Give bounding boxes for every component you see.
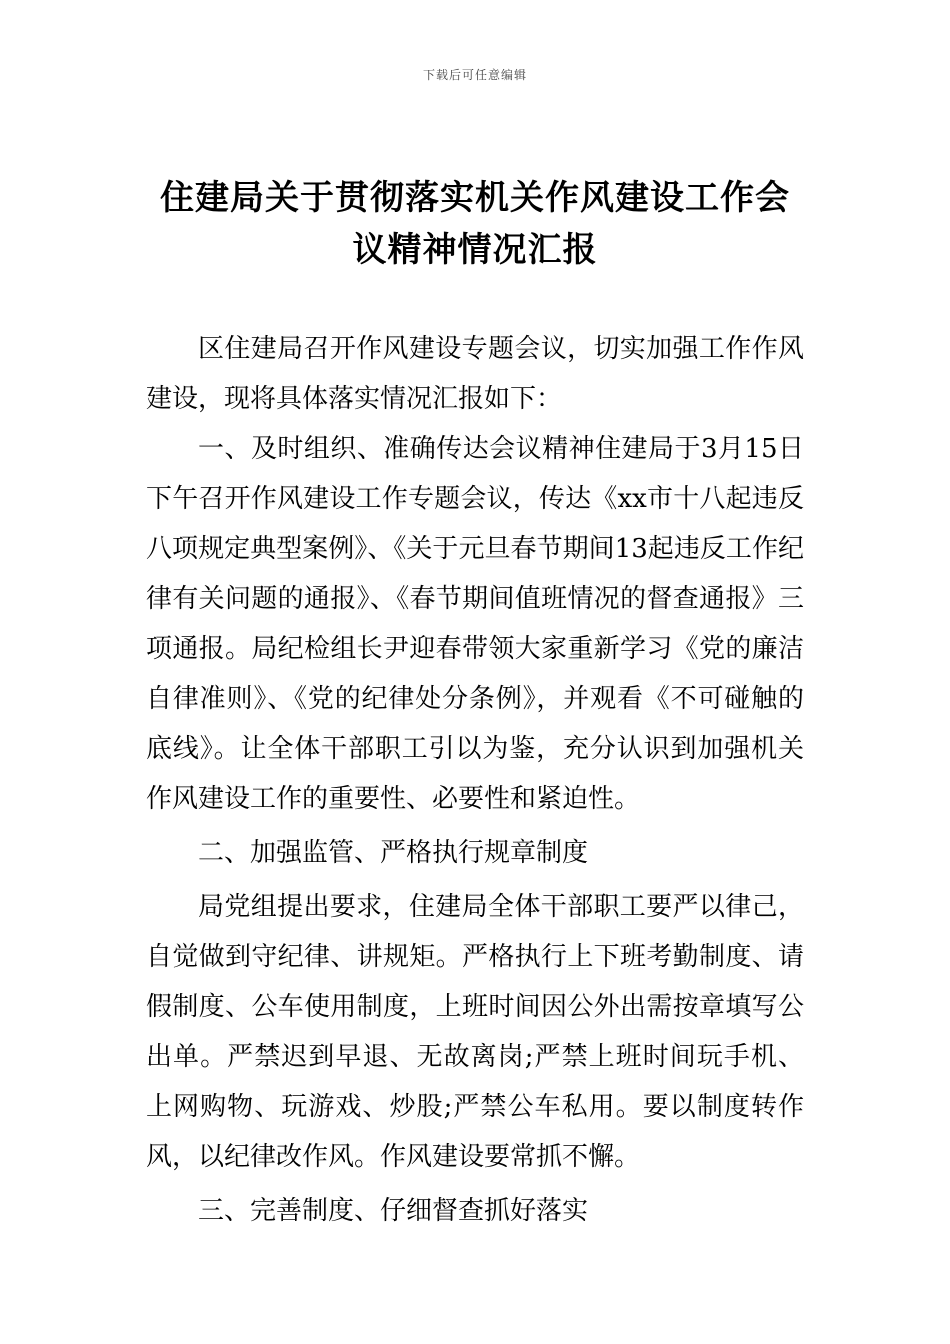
- document-title: [148, 172, 802, 276]
- section-three-heading: 三、完善制度、仔细督查抓好落实: [198, 1196, 589, 1226]
- section-two-heading: 二、加强监管、严格执行规章制度: [198, 838, 589, 868]
- section-one-paragraph: 一、及时组织、准确传达会议精神住建局于3月15日下午召开作风建设工作专题会议，传达《xx市十八起违反八项规定典型案例》、《关于元旦春节期间13起违反工作纪律有关问题的通报》、《春节期间值班情况的督查通报》三项通报。局纪检组长尹迎春带领大家重新学习《党的廉洁自律准则》、《党的纪律处分条例》，并观看《不可碰触的底线》。让全体干部职工引以为鉴，充分认识到加强机关作风建设工作的重要性、必要性和紧迫性。: [146, 434, 804, 814]
- section-two-paragraph: 局党组提出要求，住建局全体干部职工要严以律己，自觉做到守纪律、讲规矩。严格执行上下班考勤制度、请假制度、公车使用制度，上班时间因公外出需按章填写公出单。严禁迟到早退、无故离岗;严禁上班时间玩手机、上网购物、玩游戏、炒股;严禁公车私用。要以制度转作风，以纪律改作风。作风建设要常抓不懈。: [146, 892, 804, 1172]
- title-line-1: 住建局关于贯彻落实机关作风建设工作会: [160, 178, 790, 218]
- header-note: 下载后可任意编辑: [422, 68, 527, 82]
- document-body: [146, 324, 804, 1236]
- intro-paragraph: 区住建局召开作风建设专题会议，切实加强工作作风建设，现将具体落实情况汇报如下：: [146, 334, 804, 414]
- title-line-2: 议精神情况汇报: [352, 230, 598, 270]
